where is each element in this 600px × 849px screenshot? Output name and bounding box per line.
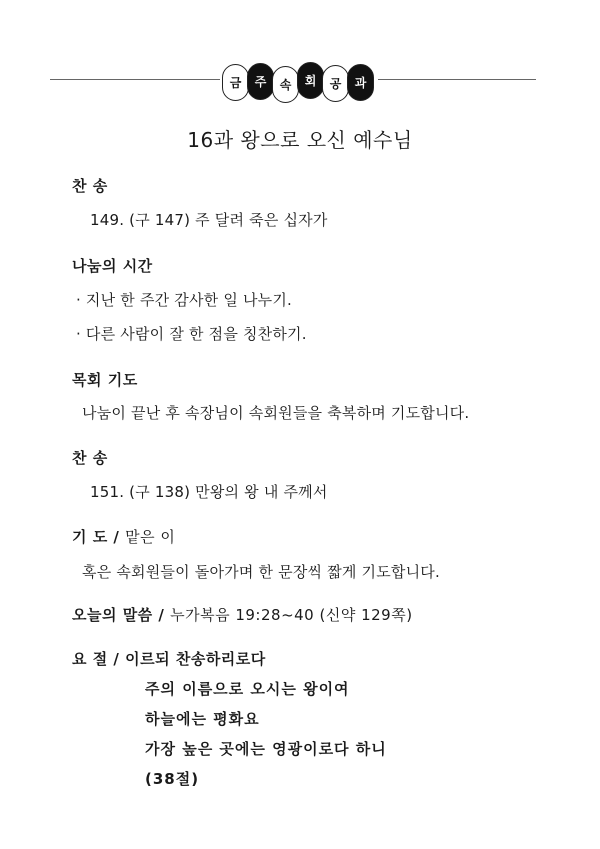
key-verse-label: 요 절 / [72,650,120,668]
header-rule-right [378,79,536,80]
key-verse-heading [72,648,266,669]
pastoral-prayer-line: 나눔이 끝난 후 속장님이 속회원들을 축복하며 기도합니다. [82,404,470,422]
hymn1-heading: 찬 송 [72,177,108,195]
pastoral-prayer-heading: 목회 기도 [72,371,138,389]
badge-char: 주 [247,63,274,100]
badge-char: 공 [322,65,349,102]
key-verse-first-line: 이르되 찬송하리로다 [125,650,266,668]
prayer-subtitle: 맡은 이 [125,528,176,546]
header-rule-left [50,79,220,80]
hymn1-line: 149. (구 147) 주 달려 죽은 십자가 [90,211,328,229]
sharing-line: · 지난 한 주간 감사한 일 나누기. [76,291,293,309]
badge-char: 금 [222,64,249,101]
sharing-line: · 다른 사람이 잘 한 점을 칭찬하기. [76,325,307,343]
todays-word-label: 오늘의 말씀 / [72,606,165,624]
badge-char: 과 [347,64,374,101]
prayer-heading-label: 기 도 / [72,528,120,546]
hymn2-heading: 찬 송 [72,449,108,467]
badge-char: 속 [272,66,299,103]
hymn2-line: 151. (구 138) 만왕의 왕 내 주께서 [90,483,328,501]
key-verse-reference: (38절) [145,770,200,788]
key-verse-line: 가장 높은 곳에는 영광이로다 하니 [145,740,387,758]
key-verse-line: 하늘에는 평화요 [145,710,260,728]
sharing-heading: 나눔의 시간 [72,257,153,275]
prayer-line: 혹은 속회원들이 돌아가며 한 문장씩 짧게 기도합니다. [82,563,440,581]
todays-word-heading [72,604,413,625]
badge-char: 회 [297,62,324,99]
page-title: 16과 왕으로 오신 예수님 [187,128,413,152]
header-badges [222,60,378,104]
prayer-heading [72,526,175,547]
key-verse-line: 주의 이름으로 오시는 왕이여 [145,680,350,698]
todays-word-reference: 누가복음 19:28~40 (신약 129쪽) [170,606,413,624]
